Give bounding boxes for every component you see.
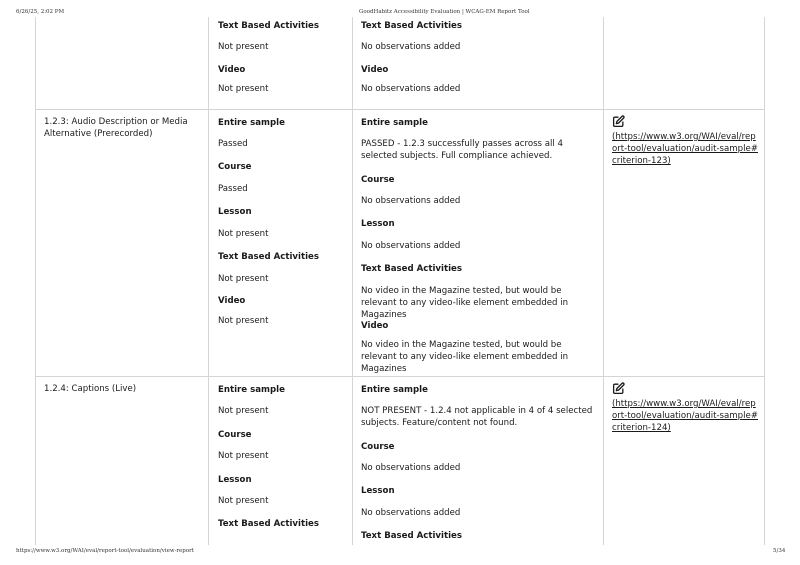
observation-text: No observations added bbox=[361, 84, 461, 94]
observation-text: No observations added bbox=[361, 463, 461, 473]
sample-label: Text Based Activities bbox=[218, 21, 319, 31]
observation-label: Video bbox=[361, 321, 389, 331]
criterion-name: 1.2.4: Captions (Live) bbox=[44, 384, 137, 394]
observation-label: Course bbox=[361, 175, 395, 185]
observation-text: PASSED - 1.2.3 successfully passes across all 4 selected subjects. Full compliance achieved. bbox=[361, 139, 564, 161]
sample-label: Lesson bbox=[218, 475, 252, 485]
edit-icon[interactable] bbox=[612, 382, 625, 395]
sample-label: Text Based Activities bbox=[218, 252, 319, 262]
observation-label: Video bbox=[361, 65, 389, 75]
observation-text: No observations added bbox=[361, 508, 461, 518]
sample-result: Passed bbox=[218, 139, 248, 149]
print-datetime: 6/26/25, 2:02 PM bbox=[16, 9, 65, 15]
page-number: 5/34 bbox=[773, 548, 786, 554]
observation-label: Lesson bbox=[361, 486, 395, 496]
sample-result: Not present bbox=[218, 274, 269, 284]
table-divider bbox=[352, 17, 353, 545]
edit-report-cell bbox=[612, 115, 760, 167]
observation-text: No observations added bbox=[361, 241, 461, 251]
observation-label: Text Based Activities bbox=[361, 531, 462, 541]
table-border-left bbox=[35, 17, 36, 545]
print-title: GoodHabitz Accessibility Evaluation | WCAG-EM Report Tool bbox=[359, 9, 530, 15]
sample-result: Not present bbox=[218, 496, 269, 506]
observation-label: Entire sample bbox=[361, 118, 428, 128]
edit-icon[interactable] bbox=[612, 115, 625, 128]
edit-criterion-link[interactable]: (https://www.w3.org/WAI/eval/report-tool/evaluation/audit-sample#criterion-123) bbox=[612, 132, 758, 166]
sample-label: Lesson bbox=[218, 207, 252, 217]
observation-label: Entire sample bbox=[361, 385, 428, 395]
print-url: https://www.w3.org/WAI/eval/report-tool/evaluation/view-report bbox=[16, 548, 194, 554]
sample-label: Course bbox=[218, 430, 252, 440]
sample-label: Text Based Activities bbox=[218, 519, 319, 529]
table-divider bbox=[208, 17, 209, 545]
observation-label: Course bbox=[361, 442, 395, 452]
sample-label: Entire sample bbox=[218, 385, 285, 395]
sample-label: Course bbox=[218, 162, 252, 172]
sample-label: Video bbox=[218, 65, 246, 75]
row-separator bbox=[35, 109, 765, 110]
criterion-name: 1.2.3: Audio Description or Media Alternative (Prerecorded) bbox=[44, 117, 188, 139]
observation-text: No observations added bbox=[361, 196, 461, 206]
observation-label: Text Based Activities bbox=[361, 21, 462, 31]
sample-label: Entire sample bbox=[218, 118, 285, 128]
sample-result: Not present bbox=[218, 316, 269, 326]
sample-result: Not present bbox=[218, 406, 269, 416]
sample-result: Not present bbox=[218, 229, 269, 239]
observation-label: Text Based Activities bbox=[361, 264, 462, 274]
observation-label: Lesson bbox=[361, 219, 395, 229]
observation-text: No observations added bbox=[361, 42, 461, 52]
observation-text: No video in the Magazine tested, but would be relevant to any video-like element embedded in Magazines bbox=[361, 340, 569, 374]
sample-result: Not present bbox=[218, 84, 269, 94]
edit-criterion-link[interactable]: (https://www.w3.org/WAI/eval/report-tool/evaluation/audit-sample#criterion-124) bbox=[612, 399, 758, 433]
observation-text: NOT PRESENT - 1.2.4 not applicable in 4 of 4 selected subjects. Feature/content not found. bbox=[361, 406, 593, 428]
table-border-right bbox=[764, 17, 765, 545]
edit-report-cell bbox=[612, 382, 760, 434]
sample-result: Not present bbox=[218, 42, 269, 52]
table-divider bbox=[603, 17, 604, 545]
observation-text: No video in the Magazine tested, but would be relevant to any video-like element embedded in Magazines bbox=[361, 286, 569, 320]
sample-result: Not present bbox=[218, 451, 269, 461]
sample-label: Video bbox=[218, 296, 246, 306]
row-separator bbox=[35, 376, 765, 377]
sample-result: Passed bbox=[218, 184, 248, 194]
